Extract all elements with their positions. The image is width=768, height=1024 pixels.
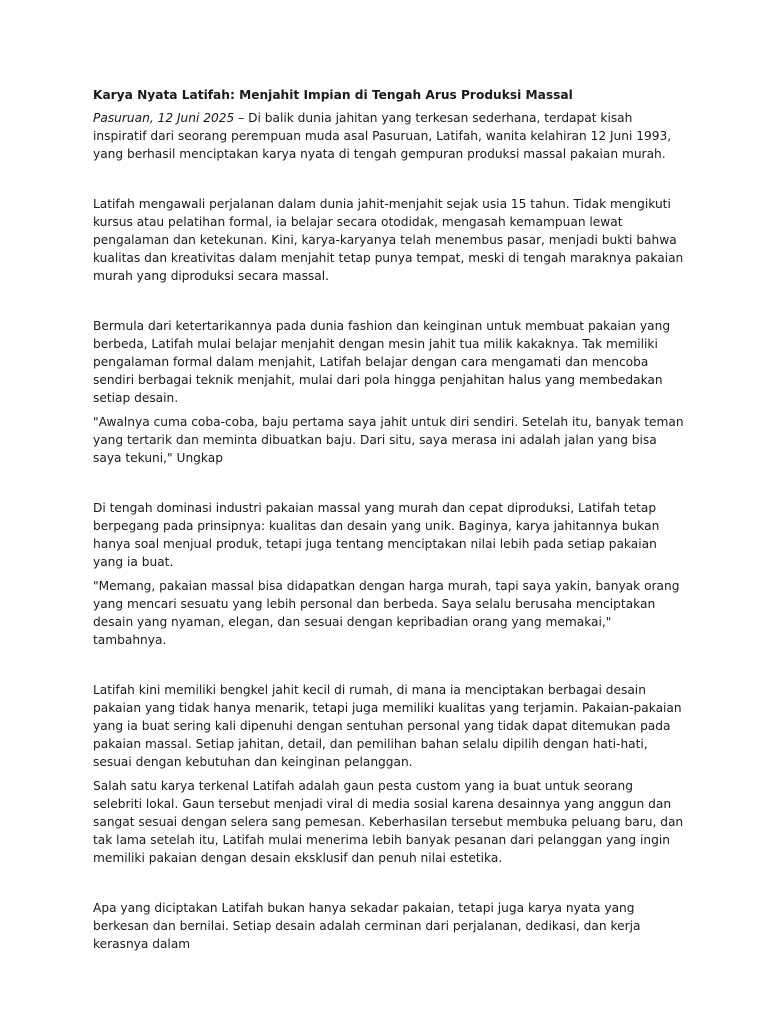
body-paragraph-6: Apa yang diciptakan Latifah bukan hanya sekadar pakaian, tetapi juga karya nyata yang berkesan dan bernilai. Setiap desain adalah cerminan dari perjalanan, dedikasi, dan kerja kerasnya dalam — [93, 901, 641, 951]
quote-paragraph-2: "Memang, pakaian massal bisa didapatkan dengan harga murah, tapi saya yakin, banyak orang yang mencari sesuatu yang lebih personal dan berbeda. Saya selalu berusaha menciptakan desain yang nyaman, elegan, dan sesuai dengan kepribadian orang yang memakai," tambahnya. — [93, 579, 680, 647]
body-paragraph-4: Latifah kini memiliki bengkel jahit kecil di rumah, di mana ia menciptakan berbagai desain pakaian yang tidak hanya menarik, tetapi juga memiliki kualitas yang terjamin. Pakaian-pakaian yang ia buat sering kali dipenuhi dengan sentuhan personal yang tidak dapat ditemukan pada pakaian massal. Setiap jahitan, detail, dan pemilihan bahan selalu dipilih dengan hati-hati, sesuai dengan kebutuhan dan keinginan pelanggan. — [93, 683, 682, 769]
spacer — [93, 163, 685, 195]
quote-paragraph-1: "Awalnya cuma coba-coba, baju pertama saya jahit untuk diri sendiri. Setelah itu, banyak teman yang tertarik dan meminta dibuatkan baju. Dari situ, saya merasa ini adalah jalan yang bisa saya tekuni," Ungkap — [93, 415, 684, 465]
document-page — [93, 86, 685, 953]
body-paragraph-5: Salah satu karya terkenal Latifah adalah gaun pesta custom yang ia buat untuk seorang selebriti lokal. Gaun tersebut menjadi viral di media sosial karena desainnya yang anggun dan sangat sesuai dengan selera sang pemesan. Keberhasilan tersebut membuka peluang baru, dan tak lama setelah itu, Latifah mulai menerima lebih banyak pesanan dari pelanggan yang ingin memiliki pakaian dengan desain eksklusif dan penuh nilai estetika. — [93, 779, 684, 865]
spacer — [93, 467, 685, 499]
spacer — [93, 285, 685, 317]
body-paragraph-1: Latifah mengawali perjalanan dalam dunia jahit-menjahit sejak usia 15 tahun. Tidak mengikuti kursus atau pelatihan formal, ia belajar secara otodidak, mengasah kemampuan lewat pengalaman dan ketekunan. Kini, karya-karyanya telah menembus pasar, menjadi bukti bahwa kualitas dan kreativitas dalam menjahit tetap punya tempat, meski di tengah maraknya pakaian murah yang diproduksi secara massal. — [93, 197, 684, 283]
dateline: Pasuruan, 12 Juni 2025 — [93, 111, 235, 125]
spacer — [93, 867, 685, 899]
lead-text: – Di balik dunia jahitan yang terkesan sederhana, terdapat kisah inspiratif dari seorang perempuan muda asal Pasuruan, Latifah, wanita kelahiran 12 Juni 1993, yang berhasil menciptakan karya nyata di tengah gempuran produksi massal pakaian murah. — [93, 111, 672, 161]
spacer — [93, 649, 685, 681]
body-paragraph-2: Bermula dari ketertarikannya pada dunia fashion dan keinginan untuk membuat pakaian yang berbeda, Latifah mulai belajar menjahit dengan mesin jahit tua milik kakaknya. Tak memiliki pengalaman formal dalam menjahit, Latifah belajar dengan cara mengamati dan mencoba sendiri berbagai teknik menjahit, mulai dari pola hingga penjahitan halus yang membedakan setiap desain. — [93, 319, 671, 405]
body-paragraph-3: Di tengah dominasi industri pakaian massal yang murah dan cepat diproduksi, Latifah tetap berpegang pada prinsipnya: kualitas dan desain yang unik. Baginya, karya jahitannya bukan hanya soal menjual produk, tetapi juga tentang menciptakan nilai lebih pada setiap pakaian yang ia buat. — [93, 501, 660, 569]
article-title: Karya Nyata Latifah: Menjahit Impian di Tengah Arus Produksi Massal — [93, 88, 573, 102]
lead-paragraph — [93, 109, 685, 163]
